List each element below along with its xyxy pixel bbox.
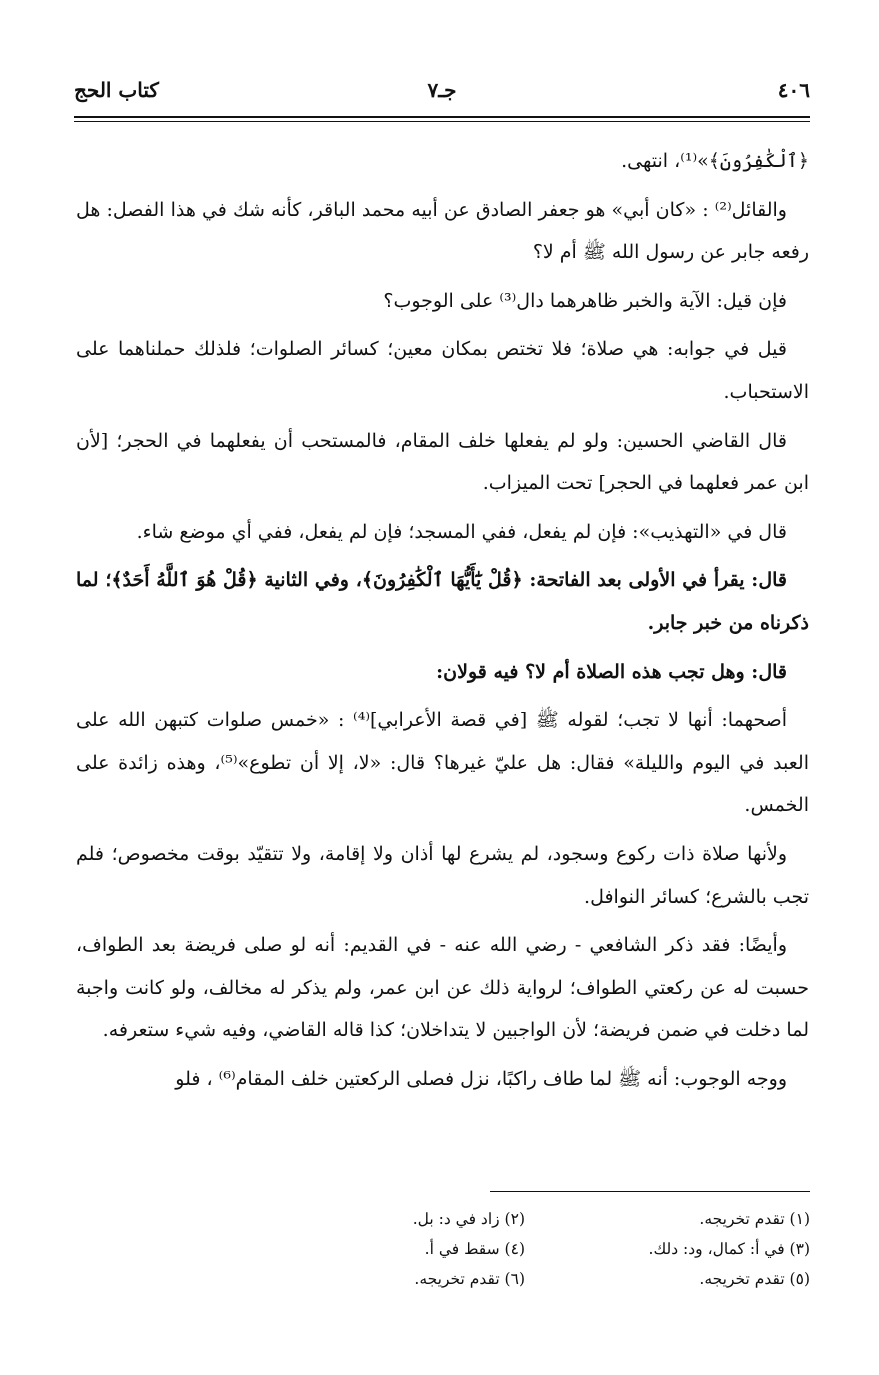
footnote-1: (١) تقدم تخريجه. xyxy=(699,1210,810,1228)
footnote-2: (٢) زاد في د: بل. xyxy=(412,1210,525,1228)
header-rule-thin xyxy=(74,121,810,122)
footnote-row xyxy=(240,1264,810,1294)
footnote-row xyxy=(240,1204,810,1234)
paragraph-4: قيل في جوابه: هي صلاة؛ فلا تختص بمكان معين؛ كسائر الصلوات؛ فلذلك حملناهما على الاستحباب. xyxy=(76,338,809,403)
paragraph-2: والقائل⁽²⁾ : «كان أبي» هو جعفر الصادق عن أبيه محمد الباقر، كأنه شك في هذا الفصل: هل رفعه جابر عن رسول الله ﷺ أم لا؟ xyxy=(76,198,809,264)
footnote-6: (٦) تقدم تخريجه. xyxy=(414,1270,525,1288)
footnote-4: (٤) سقط في أ. xyxy=(424,1240,525,1258)
footnote-3: (٣) في أ: كمال، ود: دلك. xyxy=(648,1240,810,1258)
paragraph-10: ولأنها صلاة ذات ركوع وسجود، لم يشرع لها أذان ولا إقامة، ولا تتقيّد بوقت مخصوص؛ فلم تجب بالشرع؛ كسائر النوافل. xyxy=(76,842,809,908)
paragraph-7: قال: يقرأ في الأولى بعد الفاتحة: ﴿قُلْ يَٰٓأَيُّهَا ٱلْكَٰفِرُونَ﴾، وفي الثانية ﴿قُلْ هُوَ ٱللَّهُ أَحَدٌ﴾؛ لما ذكرناه من خبر جابر. xyxy=(76,569,809,634)
paragraph-8: قال: وهل تجب هذه الصلاة أم لا؟ فيه قولان: xyxy=(436,660,787,683)
main-text xyxy=(76,140,809,1106)
footnote-row xyxy=(240,1234,810,1264)
paragraph-9: أصحهما: أنها لا تجب؛ لقوله ﷺ [في قصة الأعرابي]⁽⁴⁾ : «خمس صلوات كتبهن الله على العبد في اليوم والليلة» فقال: هل عليّ غيرها؟ قال: «لا، إلا أن تطوع»⁽⁵⁾، وهذه زائدة على الخمس. xyxy=(76,709,809,817)
paragraph-12: ووجه الوجوب: أنه ﷺ لما طاف راكبًا، نزل فصلى الركعتين خلف المقام⁽⁶⁾ ، فلو xyxy=(175,1067,787,1090)
volume-label: جـ٧ xyxy=(427,78,457,102)
footnote-rule xyxy=(490,1191,810,1192)
book-title: كتاب الحج xyxy=(74,78,159,102)
paragraph-6: قال في «التهذيب»: فإن لم يفعل، ففي المسجد؛ فإن لم يفعل، ففي أي موضع شاء. xyxy=(136,520,787,543)
running-header xyxy=(74,78,810,112)
footnotes xyxy=(240,1204,810,1294)
paragraph-1: ﴿ٱلْكَٰفِرُونَ﴾»⁽¹⁾، انتهى. xyxy=(621,150,809,172)
footnote-5: (٥) تقدم تخريجه. xyxy=(699,1270,810,1288)
paragraph-5: قال القاضي الحسين: ولو لم يفعلها خلف المقام، فالمستحب أن يفعلهما في الحجر؛ [لأن ابن عمر فعلهما في الحجر] تحت الميزاب. xyxy=(76,429,809,495)
page-number: ٤٠٦ xyxy=(777,78,810,102)
header-rule-thick xyxy=(74,116,810,118)
paragraph-3: فإن قيل: الآية والخبر ظاهرهما دال⁽³⁾ على الوجوب؟ xyxy=(383,289,787,312)
paragraph-11: وأيضًا: فقد ذكر الشافعي - رضي الله عنه - في القديم: أنه لو صلى فريضة بعد الطواف، حسبت له عن ركعتي الطواف؛ لرواية ذلك عن ابن عمر، ولم يذكر له مخالف، ولو كانت واجبة لما دخلت في ضمن فريضة؛ لأن الواجبين لا يتداخلان؛ كذا قاله القاضي، وفيه شيء ستعرفه. xyxy=(76,934,809,1042)
